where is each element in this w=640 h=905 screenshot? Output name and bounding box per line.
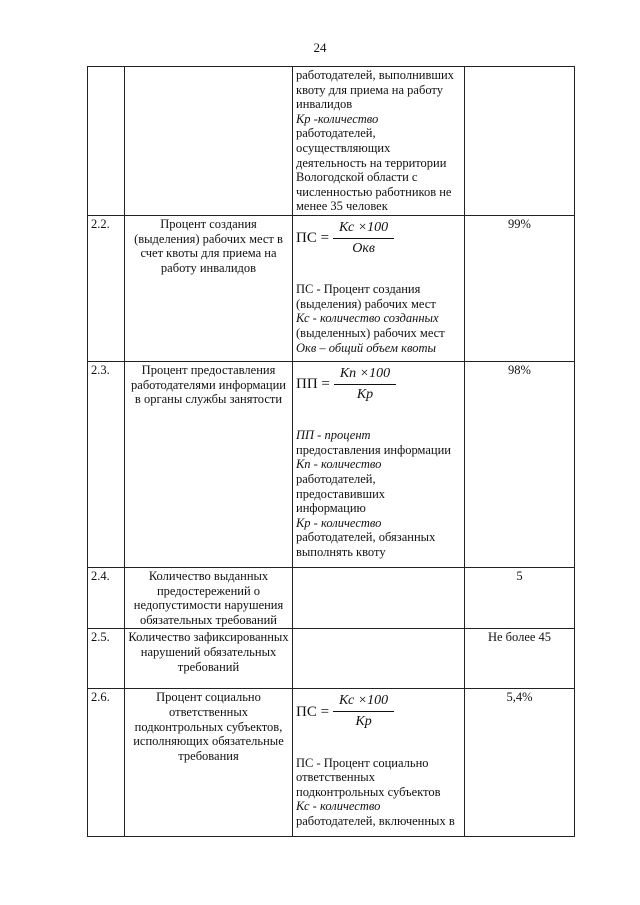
table-row-2-4 [88,567,575,628]
def-line: ПП - процент [296,428,371,443]
cell-num: 2.3. [88,361,125,567]
def-line: работодателей, выполнивших [296,68,454,82]
cell-value: Не более 45 [465,629,575,689]
cell-num [88,67,125,216]
cell-value: 5,4% [465,689,575,837]
def-line: численностью работников не [296,184,452,199]
table-row-continuation [88,67,575,216]
def-line: (выделенных) рабочих мест [296,325,445,340]
table-row-2-6 [88,689,575,837]
formula-lhs: ПС = [296,230,330,247]
def-line: подконтрольных субъектов [296,784,441,799]
cell-formula [293,361,465,567]
formula-denominator: Окв [352,240,375,256]
def-line: ответственных [296,770,375,785]
cell-formula [293,689,465,837]
def-line: информацию [296,501,366,516]
cell-name: Количество выданных предостережений о недопустимости нарушения обязательных требований [125,567,293,628]
def-line: осуществляющих [296,140,391,155]
cell-name: Процент предоставления работодателями информации в органы службы занятости [125,361,293,567]
formula-lhs: ПП = [296,376,330,393]
cell-name: Процент социально ответственных подконтрольных субъектов, исполняющих обязательные требования [125,689,293,837]
table-row-2-3 [88,361,575,567]
def-line: Окв – общий объем квоты [296,340,436,355]
def-line: Кп - количество [296,457,382,472]
def-line: ПС - Процент создания [296,282,421,297]
def-line: менее 35 человек [296,199,388,214]
def-line: инвалидов [296,97,353,112]
def-line: Кс - количество [296,799,381,814]
cell-num: 2.4. [88,567,125,628]
formula-numerator: Кс ×100 [333,694,394,712]
cell-num: 2.6. [88,689,125,837]
cell-value [465,67,575,216]
cell-num: 2.5. [88,629,125,689]
cell-formula [293,215,465,361]
def-line: Кр -количество [296,111,379,126]
table-row-2-5 [88,629,575,689]
cell-formula [293,629,465,689]
def-line: деятельность на территории [296,155,447,170]
cell-num: 2.2. [88,215,125,361]
def-line: предоставивших [296,486,386,501]
def-line: предоставления информации [296,442,451,457]
cell-formula [293,567,465,628]
formula-denominator: Кр [355,713,372,729]
cell-value: 5 [465,567,575,628]
formula-numerator: Кс ×100 [333,221,394,239]
cell-value: 99% [465,215,575,361]
page-number: 24 [313,40,327,55]
formula-lhs: ПС = [296,703,330,720]
def-line: Кр - количество [296,515,382,530]
cell-name: Процент создания (выделения) рабочих мест в счет квоты для приема на работу инвалидов [125,215,293,361]
def-line: квоту для приема на работу [296,82,443,97]
def-line: ПС - Процент социально [296,755,429,770]
table-row-2-2 [88,215,575,361]
cell-formula [293,67,465,216]
def-line: работодателей, [296,471,376,486]
def-line: работодателей, [296,126,376,141]
indicators-table [87,66,575,837]
def-line: Вологодской области с [296,170,418,185]
formula [296,367,461,402]
cell-name [125,67,293,216]
def-line: работодателей, включенных в [296,813,455,828]
def-line: Кс - количество созданных [296,311,439,326]
def-line: работодателей, обязанных [296,530,436,545]
def-line: (выделения) рабочих мест [296,296,436,311]
formula-numerator: Кп ×100 [334,367,396,385]
formula [296,694,461,729]
formula [296,221,461,256]
cell-name: Количество зафиксированных нарушений обязательных требований [125,629,293,689]
def-line: выполнять квоту [296,544,386,559]
cell-value: 98% [465,361,575,567]
formula-denominator: Кр [356,386,374,402]
